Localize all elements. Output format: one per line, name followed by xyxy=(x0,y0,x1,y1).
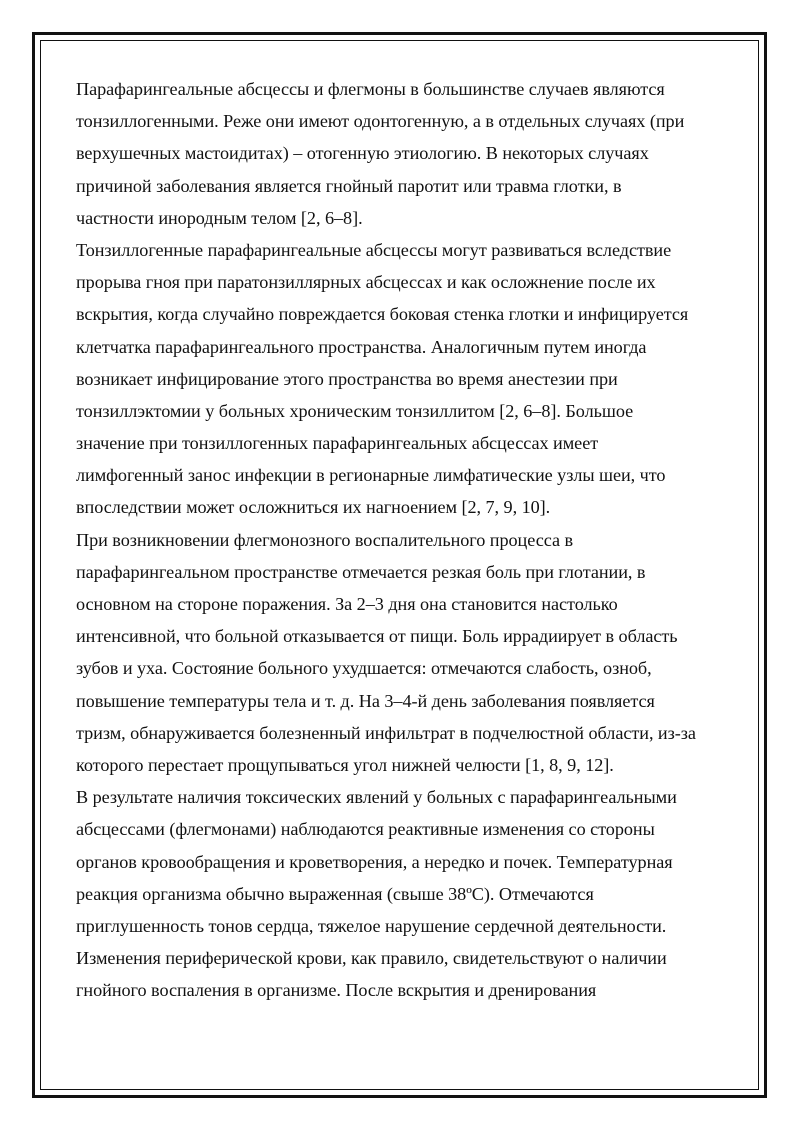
text-line: которого перестает прощупываться угол нижней челюсти [1, 8, 9, 12]. xyxy=(76,754,614,775)
text-line: зубов и уха. Состояние больного ухудшается: отмечаются слабость, озноб, xyxy=(76,658,652,679)
text-line: парафарингеальном пространстве отмечается резкая боль при глотании, в xyxy=(76,561,646,582)
text-line: Тонзиллогенные парафарингеальные абсцессы могут развиваться вследствие xyxy=(76,239,672,260)
text-line: Изменения периферической крови, как правило, свидетельствуют о наличии xyxy=(76,948,667,969)
text-line: лимфогенный занос инфекции в регионарные лимфатические узлы шеи, что xyxy=(76,465,666,486)
text-line: абсцессами (флегмонами) наблюдаются реактивные изменения со стороны xyxy=(76,819,655,840)
text-line: гнойного воспаления в организме. После вскрытия и дренирования xyxy=(76,980,597,1001)
text-line: частности инородным телом [2, 6–8]. xyxy=(76,207,363,228)
text-line: При возникновении флегмонозного воспалительного процесса в xyxy=(76,529,574,550)
text-line: повышение температуры тела и т. д. На 3–4-й день заболевания появляется xyxy=(76,690,655,711)
text-line: вскрытия, когда случайно повреждается боковая стенка глотки и инфицируется xyxy=(76,304,689,325)
text-line: впоследствии может осложниться их нагноением [2, 7, 9, 10]. xyxy=(76,497,551,518)
text-line: интенсивной, что больной отказывается от пищи. Боль иррадиирует в область xyxy=(76,626,678,647)
text-line: возникает инфицирование этого пространства во время анестезии при xyxy=(76,368,618,389)
text-line: причиной заболевания является гнойный паротит или травма глотки, в xyxy=(76,175,622,196)
text-line: клетчатка парафарингеального пространства. Аналогичным путем иногда xyxy=(76,336,647,357)
text-line: реакция организма обычно выраженная (свыше 38ºС). Отмечаются xyxy=(76,883,594,904)
text-line: прорыва гноя при паратонзиллярных абсцессах и как осложнение после их xyxy=(76,272,656,293)
text-line: тризм, обнаруживается болезненный инфильтрат в подчелюстной области, из-за xyxy=(76,722,696,743)
text-line: значение при тонзиллогенных парафарингеальных абсцессах имеет xyxy=(76,433,599,454)
text-line: Парафарингеальные абсцессы и флегмоны в большинстве случаев являются xyxy=(76,79,665,99)
text-line: верхушечных мастоидитах) – отогенную этиологию. В некоторых случаях xyxy=(76,143,649,164)
text-line: В результате наличия токсических явлений у больных с парафарингеальными xyxy=(76,787,677,808)
document-body xyxy=(76,73,726,1006)
text-line: основном на стороне поражения. За 2–3 дня она становится настолько xyxy=(76,594,618,614)
text-line: тонзиллогенными. Реже они имеют одонтогенную, а в отдельных случаях (при xyxy=(76,111,685,132)
text-line: тонзиллэктомии у больных хроническим тонзиллитом [2, 6–8]. Большое xyxy=(76,400,634,421)
text-line: органов кровообращения и кроветворения, а нередко и почек. Температурная xyxy=(76,851,673,872)
text-line: приглушенность тонов сердца, тяжелое нарушение сердечной деятельности. xyxy=(76,915,667,936)
